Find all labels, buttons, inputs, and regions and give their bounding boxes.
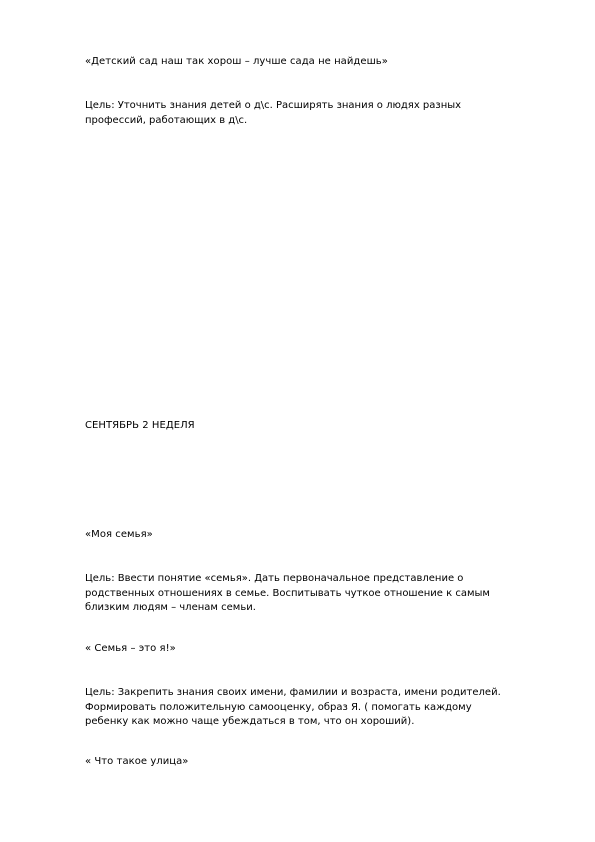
goal-line: Цель: Ввести понятие «семья». Дать первоначальное представление о (85, 573, 464, 584)
goal-paragraph-family (85, 572, 555, 616)
goal-line: Формировать положительную самооценку, образ Я. ( помогать каждому (85, 701, 472, 713)
goal-paragraph-family-is-me (85, 686, 555, 730)
goal-line: Цель: Закрепить знания своих имени, фамилии и возраста, имени родителей. (85, 687, 501, 698)
section-title-kindergarten: «Детский сад наш так хорош – лучше сада не найдешь» (85, 56, 388, 67)
goal-paragraph-kindergarten (85, 99, 555, 128)
goal-line: родственных отношениях в семье. Воспитывать чуткое отношение к самым (85, 587, 490, 599)
section-title-street: « Что такое улица» (85, 756, 189, 767)
goal-line: профессий, работающих в д\с. (85, 114, 248, 126)
goal-line: близким людям – членам семьи. (85, 602, 256, 613)
goal-line: ребенку как можно чаще убеждаться в том, что он хороший). (85, 716, 415, 727)
section-title-family: «Моя семья» (85, 529, 153, 540)
goal-line: Цель: Уточнить знания детей о д\с. Расширять знания о людях разных (85, 100, 462, 111)
week-heading: СЕНТЯБРЬ 2 НЕДЕЛЯ (85, 420, 195, 431)
section-title-family-is-me: « Семья – это я!» (85, 643, 176, 654)
